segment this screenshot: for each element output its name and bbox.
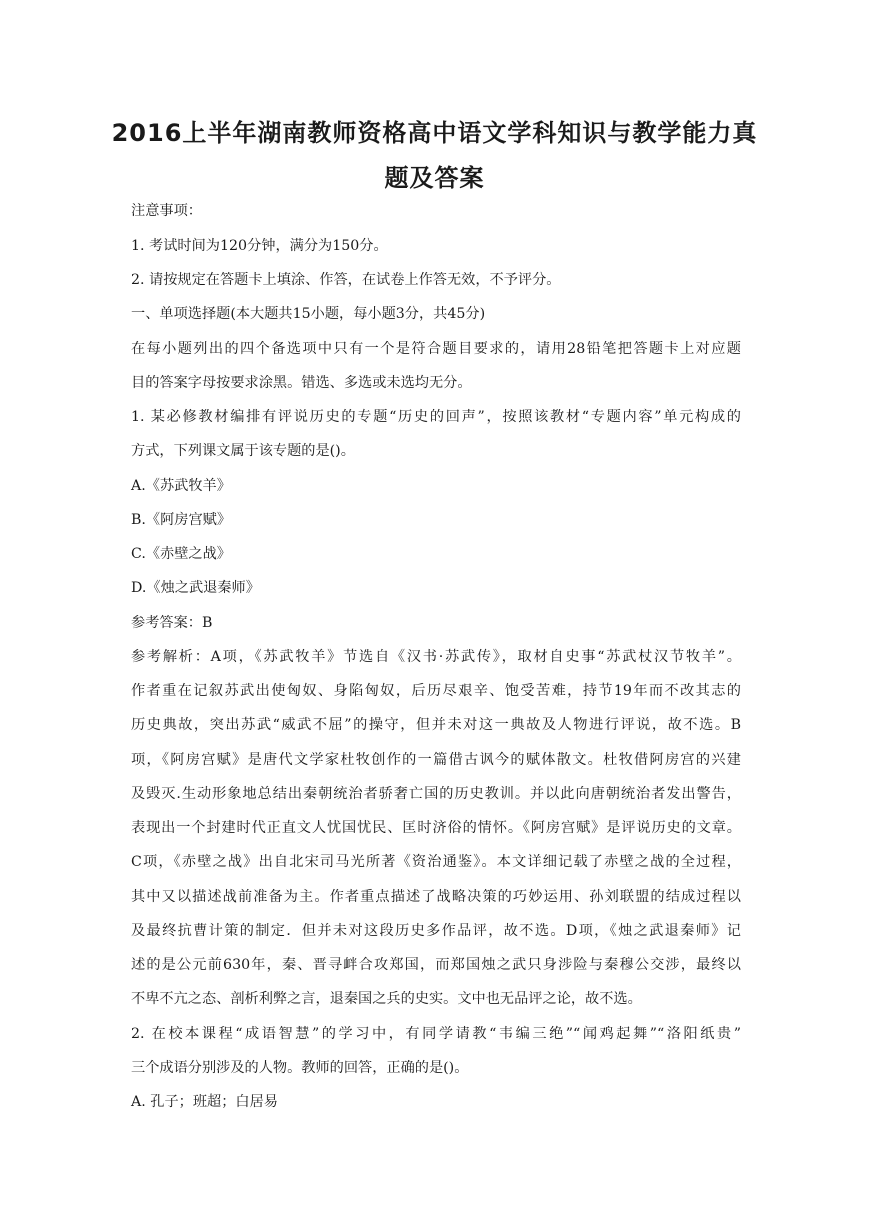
doc-title-line-1: 2016上半年湖南教师资格高中语文学科知识与教学能力真	[111, 119, 758, 147]
analysis-line-2: 作者重在记叙苏武出使匈奴、身陷匈奴，后历尽艰辛、饱受苦难，持节19年而不改其志的	[131, 683, 741, 699]
analysis-line-4: 项，《阿房宫赋》是唐代文学家杜牧创作的一篇借古讽今的赋体散文。杜牧借阿房宫的兴建	[131, 752, 741, 768]
option-d: D.《烛之武退秦师》	[131, 580, 260, 596]
analysis-line-3: 历史典故，突出苏武“威武不屈”的操守，但并未对这一典故及人物进行评说，故不选。B	[131, 717, 741, 733]
analysis-line-1: 参考解析：A项，《苏武牧羊》节选自《汉书·苏武传》，取材自史事“苏武杖汉节牧羊”。	[131, 649, 741, 665]
section-heading: 一、单项选择题(本大题共15小题，每小题3分，共45分)	[131, 306, 486, 322]
notice-item-2: 2. 请按规定在答题卡上填涂、作答，在试卷上作答无效，不予评分。	[131, 272, 561, 288]
doc-title-line-2: 题及答案	[384, 164, 485, 192]
analysis-line-5: 及毁灭.生动形象地总结出秦朝统治者骄奢亡国的历史教训。并以此向唐朝统治者发出警告，	[131, 786, 741, 802]
analysis-line-11: 不卑不亢之态、剖析利弊之言，退秦国之兵的史实。文中也无品评之论，故不选。	[131, 991, 642, 1007]
option-a: A.《苏武牧羊》	[131, 478, 231, 494]
question-2-option-a: A. 孔子；班超；白居易	[131, 1094, 278, 1110]
question-1-line-1: 1. 某必修教材编排有评说历史的专题“历史的回声”，按照该教材“专题内容”单元构成的	[131, 409, 741, 425]
notice-item-1: 1. 考试时间为120分钟，满分为150分。	[131, 238, 388, 254]
question-2-line-1: 2. 在校本课程“成语智慧”的学习中，有同学请教“韦编三绝”“闻鸡起舞”“洛阳纸贵”	[131, 1026, 741, 1042]
analysis-line-8: 其中又以描述战前准备为主。作者重点描述了战略决策的巧妙运用、孙刘联盟的结成过程以	[131, 889, 741, 905]
option-b: B.《阿房宫赋》	[131, 512, 232, 528]
notice-heading: 注意事项：	[131, 203, 202, 219]
analysis-line-6: 表现出一个封建时代正直文人忧国忧民、匡时济俗的情怀。《阿房宫赋》是评说历史的文章。	[131, 820, 741, 836]
question-2-line-2: 三个成语分别涉及的人物。教师的回答，正确的是()。	[131, 1060, 469, 1076]
analysis-line-9: 及最终抗曹计策的制定．但并未对这段历史多作品评，故不选。D项，《烛之武退秦师》记	[131, 923, 741, 939]
answer-1: 参考答案：B	[131, 615, 213, 631]
instruction-line-1: 在每小题列出的四个备选项中只有一个是符合题目要求的，请用28铅笔把答题卡上对应题	[131, 341, 741, 357]
question-1-line-2: 方式，下列课文属于该专题的是()。	[131, 443, 355, 459]
option-c: C.《赤壁之战》	[131, 546, 231, 562]
analysis-line-7: C项，《赤壁之战》出自北宋司马光所著《资治通鉴》。本文详细记载了赤壁之战的全过程，	[131, 854, 741, 870]
instruction-line-2: 目的答案字母按要求涂黑。错选、多选或未选均无分。	[131, 375, 472, 391]
analysis-line-10: 述的是公元前630年，秦、晋寻衅合攻郑国，而郑国烛之武只身涉险与秦穆公交涉，最终以	[131, 957, 741, 973]
